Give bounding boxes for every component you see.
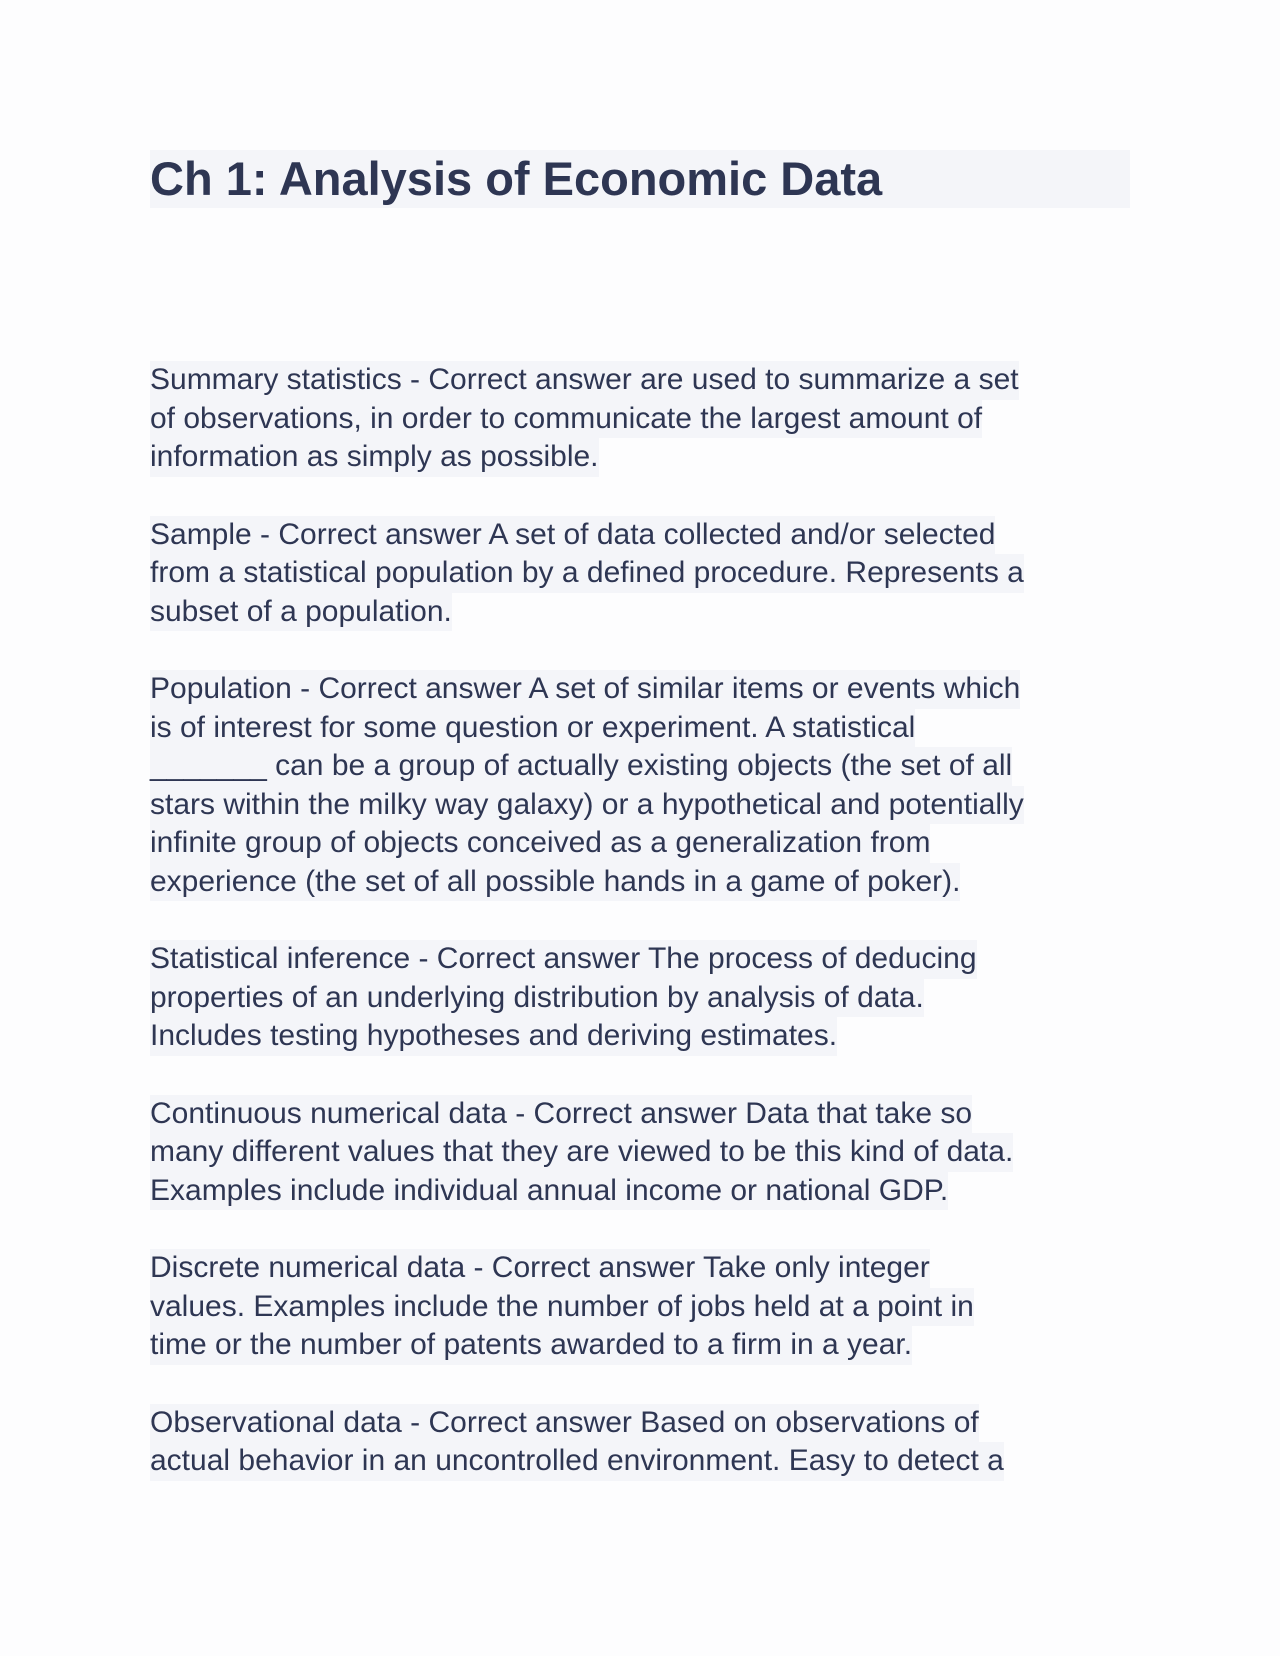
entry-text-line: properties of an underlying distribution by analysis of data. [150,979,924,1018]
entry-text-line: Summary statistics - Correct answer are used to summarize a set [150,361,1019,400]
definition-entry [150,516,1140,632]
entry-text-line: Observational data - Correct answer Based on observations of [150,1404,979,1443]
entry-list [150,361,1140,1520]
definition-entry [150,1095,1140,1211]
entry-text-line: values. Examples include the number of jobs held at a point in [150,1288,974,1327]
entry-text-line: Statistical inference - Correct answer The process of deducing [150,940,977,979]
entry-text-line: of observations, in order to communicate the largest amount of [150,400,982,439]
entry-text-line: infinite group of objects conceived as a generalization from [150,824,930,863]
definition-entry [150,670,1140,901]
definition-entry [150,1249,1140,1365]
entry-text-line: is of interest for some question or experiment. A statistical [150,709,915,748]
entry-text-line: Population - Correct answer A set of similar items or events which [150,670,1020,709]
entry-text-line: Discrete numerical data - Correct answer Take only integer [150,1249,930,1288]
entry-text-line: _______ can be a group of actually existing objects (the set of all [150,747,1012,786]
entry-text-line: many different values that they are viewed to be this kind of data. [150,1133,1013,1172]
entry-text-line: stars within the milky way galaxy) or a hypothetical and potentially [150,786,1024,825]
definition-entry [150,940,1140,1056]
definition-entry [150,361,1140,477]
entry-text-line: from a statistical population by a defined procedure. Represents a [150,554,1024,593]
entry-text-line: information as simply as possible. [150,438,599,477]
entry-text-line: Continuous numerical data - Correct answer Data that take so [150,1095,972,1134]
entry-text-line: experience (the set of all possible hands in a game of poker). [150,863,960,902]
page-title: Ch 1: Analysis of Economic Data [150,150,1130,208]
entry-text-line: Examples include individual annual income or national GDP. [150,1172,948,1211]
definition-entry [150,1404,1140,1481]
entry-text-line: Includes testing hypotheses and deriving estimates. [150,1017,837,1056]
entry-text-line: subset of a population. [150,593,452,632]
entry-text-line: actual behavior in an uncontrolled environment. Easy to detect a [150,1442,1004,1481]
entry-text-line: time or the number of patents awarded to a firm in a year. [150,1326,912,1365]
entry-text-line: Sample - Correct answer A set of data collected and/or selected [150,516,995,555]
